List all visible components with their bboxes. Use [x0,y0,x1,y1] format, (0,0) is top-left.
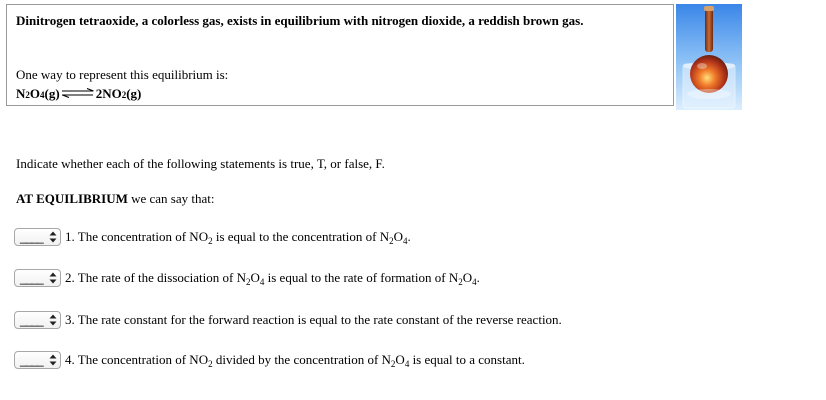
equation-left-n: N [16,86,26,101]
answer-select-value: ____ [20,313,43,327]
subscript: 2 [208,359,213,369]
answer-select-1[interactable] [14,228,61,246]
representation-line: One way to represent this equilibrium is: [16,67,229,82]
subscript: 4 [404,359,410,369]
answer-select-4[interactable] [14,351,61,369]
subscript: 2 [458,277,463,287]
equation-left-phase: (g) [44,86,60,101]
instructions-text: Indicate whether each of the following statements is true, T, or false, F. [16,156,385,171]
equation-left-o: O [29,86,41,101]
up-down-stepper-icon [49,231,57,243]
statement-text-segment: 4. The concentration of NO [65,352,209,367]
up-down-stepper-icon [49,272,57,284]
equilibrium-lead [16,191,215,207]
statement-text-3 [65,312,562,328]
statement-text-segment: divided by the concentration of N [212,352,391,367]
statement-text-segment: . [407,229,411,244]
statement-text-segment: O [395,352,405,367]
statement-row-1 [14,227,411,247]
subscript: 2 [208,236,213,246]
statement-row-3 [14,310,562,330]
statement-text-segment: is equal to the rate of formation of N [264,270,459,285]
flask-photo [676,4,742,110]
subscript: 4 [403,236,408,246]
equilibrium-arrow-icon [61,88,95,98]
equilibrium-equation: N 2 O 4 (g) 2NO 2 (g) [16,86,142,101]
statement-text-segment: . [476,270,480,285]
equilibrium-lead-bold: AT EQUILIBRIUM [16,191,128,206]
equation-right-phase: (g) [126,86,142,101]
statement-text-1 [65,229,411,245]
statement-row-2 [14,268,480,288]
statement-text-segment: O [393,229,403,244]
statement-text-2 [65,270,480,286]
answer-select-3[interactable] [14,311,61,329]
statement-text-segment: is equal to the concentration of N [212,229,390,244]
statement-text-segment: 2. The rate of the dissociation of N [65,270,246,285]
equation-right-species: 2NO [95,86,122,101]
up-down-stepper-icon [49,354,57,366]
up-down-stepper-icon [49,314,57,326]
answer-select-value: ____ [20,271,43,285]
subscript: 4 [472,277,477,287]
statement-text-4 [65,352,525,368]
statement-text-segment: 1. The concentration of NO [65,229,209,244]
answer-select-value: ____ [20,230,43,244]
statement-text-segment: O [250,270,260,285]
statement-row-4 [14,350,525,370]
subscript: 2 [390,359,396,369]
statement-text-segment: is equal to a constant. [409,352,525,367]
subscript: 2 [389,236,394,246]
intro-title: Dinitrogen tetraoxide, a colorless gas, exists in equilibrium with nitrogen dioxide, a reddish brown gas. [16,13,584,28]
subscript: 2 [246,277,251,287]
answer-select-value: ____ [20,353,43,367]
equilibrium-lead-rest: we can say that: [127,191,215,206]
subscript: 4 [259,277,265,287]
statement-text-segment: O [462,270,473,285]
answer-select-2[interactable] [14,269,61,287]
statement-text-segment: 3. The rate constant for the forward reaction is equal to the rate constant of the reverse reaction. [65,312,562,327]
